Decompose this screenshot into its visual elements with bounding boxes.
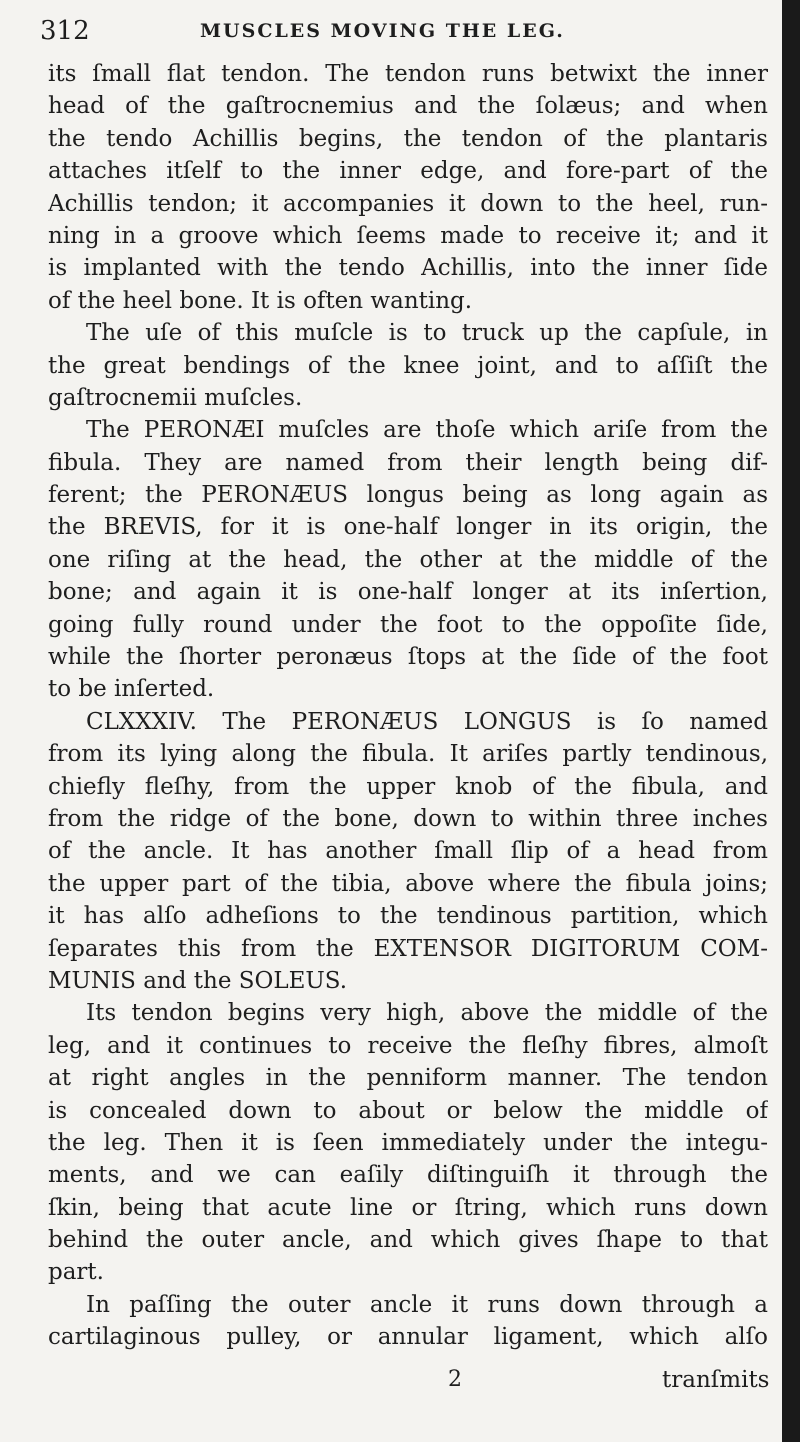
text-line: cartilaginous pulley, or annular ligament, which alſo: [48, 1324, 768, 1351]
text-line: part.: [48, 1259, 104, 1286]
text-line: ments, and we can eaſily diſtinguiſh it through the: [48, 1162, 768, 1189]
text-line: is concealed down to about or below the middle of: [48, 1097, 768, 1124]
paragraph-first-line: Its tendon begins very high, above the middle of the: [86, 1000, 768, 1027]
body-text: [48, 58, 768, 1354]
text-line: leg, and it continues to receive the fleſhy fibres, almoſt: [48, 1032, 768, 1059]
text-line: the great bendings of the knee joint, and to aſſiſt the: [48, 352, 768, 379]
text-line: the BREVIS, for it is one-half longer in its origin, the: [48, 514, 768, 541]
text-line: its ſmall flat tendon. The tendon runs betwixt the inner: [48, 61, 768, 87]
paragraph-first-line: The PERONÆI muſcles are thoſe which ariſe from the: [86, 417, 768, 444]
text-line: ſkin, being that acute line or ſtring, which runs down: [48, 1194, 768, 1221]
text-line: gaſtrocnemii muſcles.: [48, 384, 303, 411]
text-line: to be inſerted.: [48, 676, 215, 703]
page-footer: [0, 1364, 782, 1396]
text-line: the leg. Then it is ſeen immediately under the integu-: [48, 1129, 768, 1156]
text-line: at right angles in the penniform manner. The tendon: [48, 1065, 768, 1092]
running-head: MUSCLES MOVING THE LEG.: [200, 20, 565, 42]
text-line: chiefly fleſhy, from the upper knob of the fibula, and: [48, 773, 768, 800]
text-line: going fully round under the foot to the oppoſite ſide,: [48, 611, 768, 638]
catchword: tranſmits: [662, 1367, 770, 1393]
text-line: of the ancle. It has another ſmall ſlip of a head from: [48, 838, 768, 865]
section-heading-line: CLXXXIV. The PERONÆUS LONGUS is ſo named: [86, 708, 768, 735]
paragraph-first-line: In paſſing the outer ancle it runs down through a: [86, 1291, 768, 1318]
text-line: the tendo Achillis begins, the tendon of the plantaris: [48, 125, 768, 152]
text-line: the upper part of the tibia, above where the fibula joins;: [48, 870, 768, 897]
signature-mark: 2: [448, 1367, 462, 1392]
text-line: is implanted with the tendo Achillis, into the inner ſide: [48, 255, 768, 282]
text-line: behind the outer ancle, and which gives ſhape to that: [48, 1227, 768, 1254]
text-line: it has alſo adheſions to the tendinous partition, which: [48, 903, 768, 930]
text-line: while the ſhorter peronæus ſtops at the ſide of the foot: [48, 644, 768, 671]
text-line: bone; and again it is one-half longer at its inſertion,: [48, 579, 768, 606]
page-header: [40, 14, 760, 48]
text-line: attaches itſelf to the inner edge, and fore-part of the: [48, 158, 768, 185]
text-line: ning in a groove which ſeems made to receive it; and it: [48, 222, 768, 249]
text-line: fibula. They are named from their length being dif-: [48, 449, 768, 476]
text-line: MUNIS and the SOLEUS.: [48, 967, 348, 994]
text-line: head of the gaſtrocnemius and the ſolæus; and when: [48, 93, 768, 120]
text-line: ferent; the PERONÆUS longus being as long again as: [48, 482, 768, 509]
text-line: ſeparates this from the EXTENSOR DIGITORUM COM-: [48, 935, 768, 962]
text-line: of the heel bone. It is often wanting.: [48, 287, 473, 314]
page-number: 312: [40, 16, 90, 46]
text-line: from the ridge of the bone, down to within three inches: [48, 805, 768, 832]
text-line: from its lying along the fibula. It ariſes partly tendinous,: [48, 741, 768, 768]
text-line: one riſing at the head, the other at the middle of the: [48, 546, 768, 573]
text-line: Achillis tendon; it accompanies it down to the heel, run-: [48, 190, 768, 217]
paragraph-first-line: The uſe of this muſcle is to truck up the capſule, in: [86, 320, 768, 347]
